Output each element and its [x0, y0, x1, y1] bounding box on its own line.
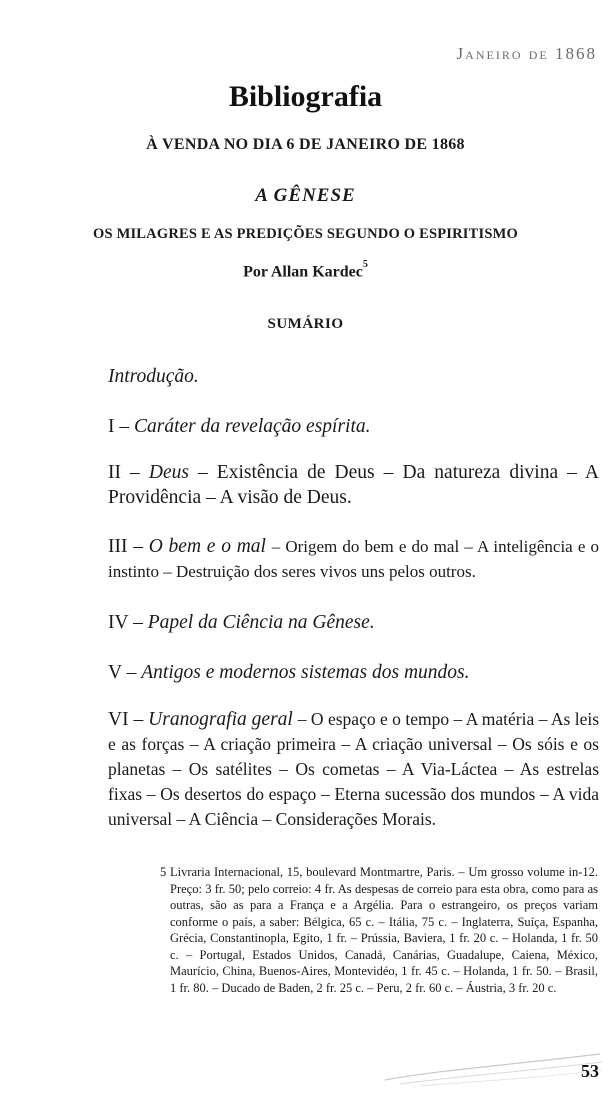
page-title: Bibliografia: [228, 80, 383, 113]
running-header: Janeiro de 1868: [456, 44, 597, 63]
footnote-text: Livraria Internacional, 15, boulevard Montmartre, Paris. – Um grosso volume in-12. Preço: 3 fr. 50; pelo correio: 4 fr. As despesas de correio para esta obra, como para as outras, são as para a França e a Argélia. Para o estrangeiro, os preços variam conforme o país, a saber: Bélgica, 65 c. – Itália, 75 c. – Inglaterra, Suíça, Espanha, Grécia, Constantinopla, Egito, 1 fr. – Prússia, Baviera, 1 fr. 20 c. – Holanda, 1 fr. 50 c. – Portugal, Estados Unidos, Canadá, Canárias, Guadalupe, Caiena, México, Maurício, China, Buenos-Aires, Montevidéo, 1 fr. 45 c. – Holanda, 1 fr. 50. – Brasil, 1 fr. 80. – Ducado de Baden, 2 fr. 25 c. – Peru, 2 fr. 60 c. – Áustria, 3 fr. 20 c.: [170, 865, 598, 995]
toc-item-description: – Origem do bem e do mal – A inteligência e o instinto – Destruição dos seres vivos uns pelos outros.: [108, 537, 600, 581]
book-subtitle: OS MILAGRES E AS PREDIÇÕES SEGUNDO O ESPIRITISMO: [93, 226, 518, 242]
toc-item-title: Papel da Ciência na Gênese.: [147, 612, 375, 633]
toc-item-number: III –: [108, 536, 143, 557]
toc-item-description: – Existência de Deus – Da natureza divina – A Providência – A visão de Deus.: [108, 462, 599, 508]
toc-item-title: O bem e o mal: [148, 536, 266, 557]
summary-heading: SUMÁRIO: [267, 316, 344, 332]
toc-item-title: Antigos e modernos sistemas dos mundos.: [141, 662, 470, 683]
book-author: [0, 259, 611, 281]
toc-item: [6, 610, 599, 635]
footnote: [160, 864, 598, 996]
toc-item-number: I –: [108, 416, 130, 437]
sale-date-subtitle: À VENDA NO DIA 6 DE JANEIRO DE 1868: [146, 136, 465, 153]
toc-item: [6, 660, 599, 685]
footnote-reference[interactable]: 5: [362, 259, 368, 270]
toc-item-introduction: [6, 364, 599, 389]
toc-item-title: Uranografia geral: [148, 709, 293, 730]
book-title: A GÊNESE: [255, 185, 356, 206]
toc-item: [6, 414, 599, 439]
toc-item-number: II –: [108, 462, 140, 483]
toc-item: [6, 534, 599, 584]
toc-item-number: IV –: [108, 612, 143, 633]
toc-item: [6, 460, 599, 510]
footnote-number: 5: [160, 865, 167, 879]
toc-intro-title: Introdução.: [108, 366, 199, 387]
toc-item-title: Caráter da revelação espírita.: [134, 416, 371, 437]
toc-item: [6, 707, 599, 832]
toc-item-title: Deus: [148, 462, 189, 483]
toc-item-description: – O espaço e o tempo – A matéria – As leis e as forças – A criação primeira – A criação universal – Os sóis e os planetas – Os satélites – Os cometas – A Via-Láctea – As estrelas fixas – Os desertos do espaço – Eterna sucessão dos mundos – A vida universal – A Ciência – Considerações Morais.: [108, 709, 600, 829]
toc-item-number: VI –: [108, 709, 144, 730]
toc-item-number: V –: [108, 662, 137, 683]
page-number: 53: [581, 1061, 599, 1081]
author-name: Por Allan Kardec: [243, 263, 363, 281]
page-swoosh-ornament: [380, 1048, 605, 1088]
